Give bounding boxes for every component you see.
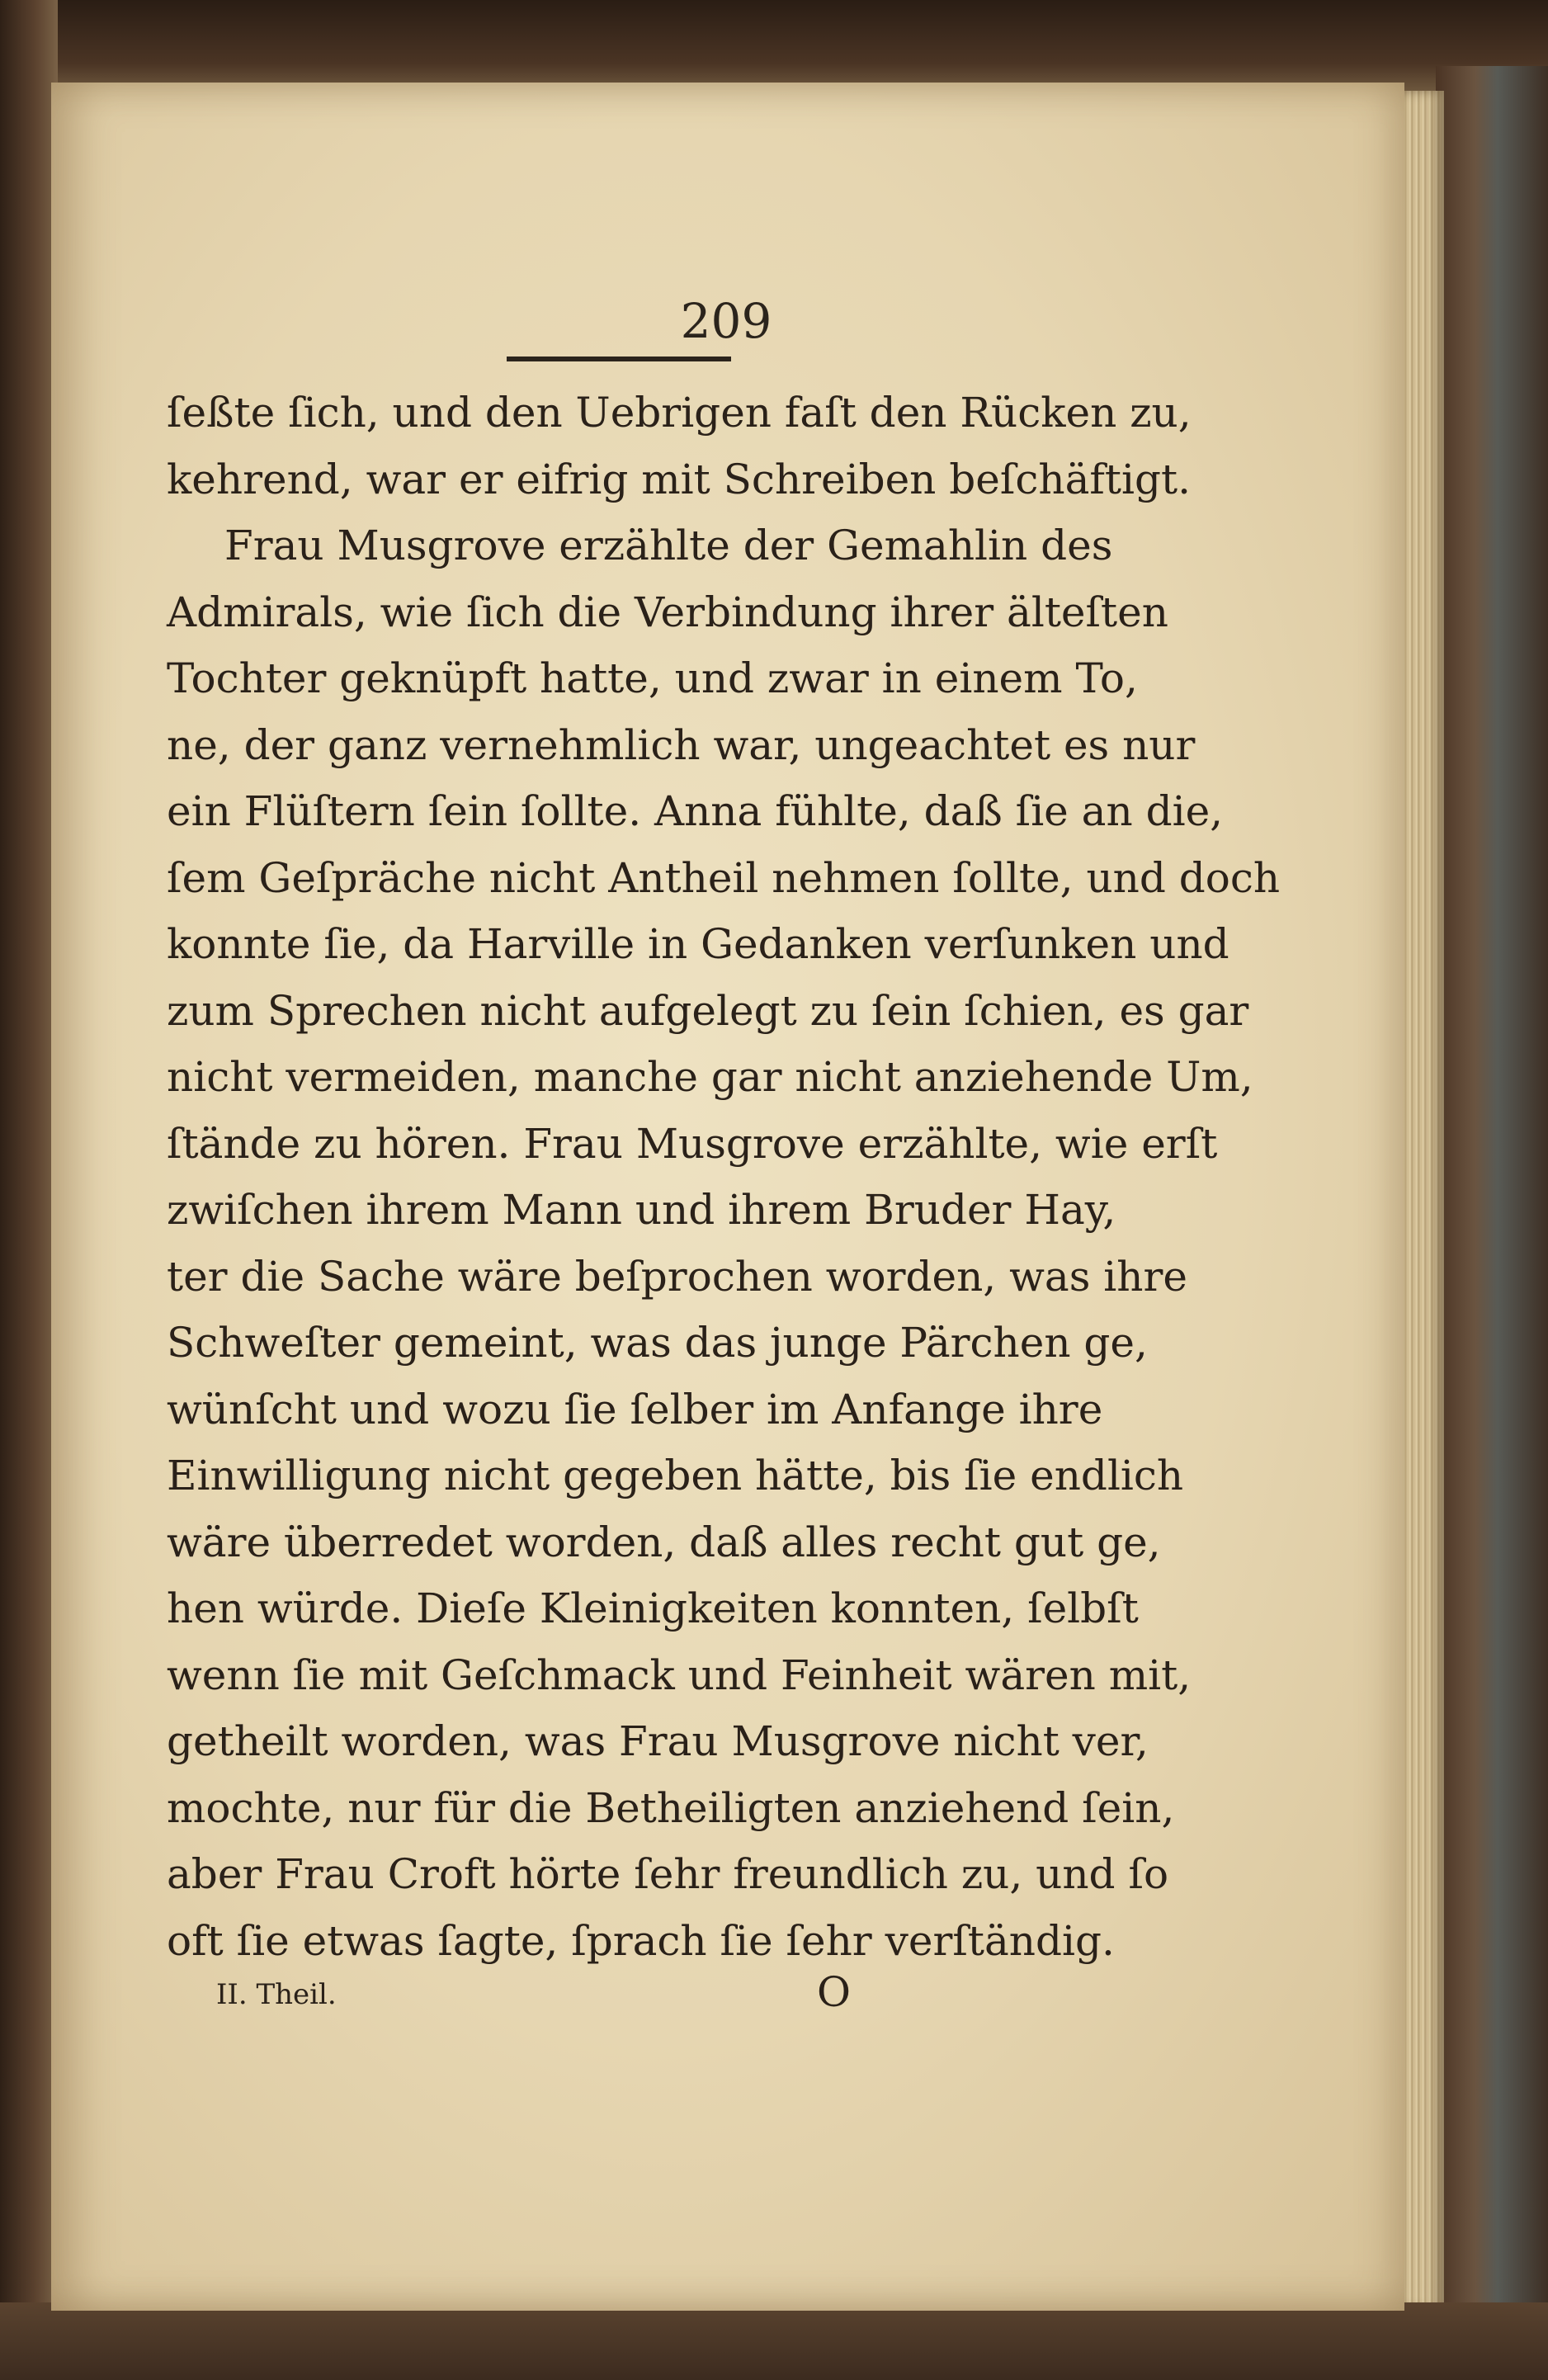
text-line: ſem Geſpräche nicht Antheil nehmen ſollte, und doch	[167, 853, 1281, 902]
text-line: zum Sprechen nicht aufgelegt zu ſein ſchien, es gar	[167, 986, 1249, 1035]
text-line: nicht vermeiden, manche gar nicht anziehende Um,	[167, 1053, 1253, 1101]
text-line: Schweſter gemeint, was das junge Pärchen ge,	[167, 1319, 1148, 1367]
text-line: konnte ſie, da Harville in Gedanken verſunken und	[167, 920, 1229, 968]
page-number: 209	[680, 293, 772, 349]
text-line: Einwilligung nicht gegeben hätte, bis ſie endlich	[167, 1452, 1184, 1499]
signature-mark: O	[817, 1968, 851, 2016]
text-line: aber Frau Croft hörte ſehr freundlich zu, und ſo	[167, 1850, 1169, 1898]
text-line: ſeßte ſich, und den Uebrigen faſt den Rücken zu,	[167, 389, 1192, 437]
text-line: ne, der ganz vernehmlich war, ungeachtet es nur	[167, 720, 1196, 769]
text-line: ter die Sache wäre beſprochen worden, was ihre	[167, 1252, 1187, 1301]
book-cover-top	[0, 0, 1548, 91]
text-line: Admirals, wie ſich die Verbindung ihrer älteſten	[167, 588, 1168, 636]
book-cover-left	[0, 0, 58, 2380]
text-line: Tochter geknüpft hatte, und zwar in einem To,	[167, 654, 1138, 702]
volume-part: II. Theil.	[216, 1978, 337, 2011]
text-line: ein Flüſtern ſein ſollte. Anna fühlte, daß ſie an die,	[167, 787, 1224, 835]
page-footer	[167, 1968, 1091, 2018]
body-text	[167, 380, 1281, 1974]
text-line: Frau Musgrove erzählte der Gemahlin des	[224, 522, 1113, 569]
book-cover-right	[1436, 66, 1548, 2380]
text-line: wenn ſie mit Geſchmack und Feinheit wären mit,	[167, 1650, 1192, 1699]
text-line: ſtände zu hören. Frau Musgrove erzählte, wie erſt	[167, 1119, 1218, 1168]
text-line: wünſcht und wozu ſie ſelber im Anfange ihre	[167, 1385, 1103, 1433]
text-line: hen würde. Dieſe Kleinigkeiten konnten, ſelbſt	[167, 1584, 1139, 1632]
text-line: oft ſie etwas ſagte, ſprach ſie ſehr verſtändig.	[167, 1916, 1115, 1965]
text-line: wäre überredet worden, daß alles recht gut ge,	[167, 1518, 1161, 1566]
text-line: zwiſchen ihrem Mann und ihrem Bruder Hay,	[167, 1186, 1116, 1234]
text-line: mochte, nur für die Betheiligten anziehend ſein,	[167, 1783, 1175, 1832]
text-line: getheilt worden, was Frau Musgrove nicht ver,	[167, 1717, 1149, 1765]
header-rule	[507, 357, 731, 361]
text-line: kehrend, war er eifrig mit Schreiben beſchäftigt.	[167, 455, 1191, 503]
book-cover-bottom	[0, 2302, 1548, 2380]
